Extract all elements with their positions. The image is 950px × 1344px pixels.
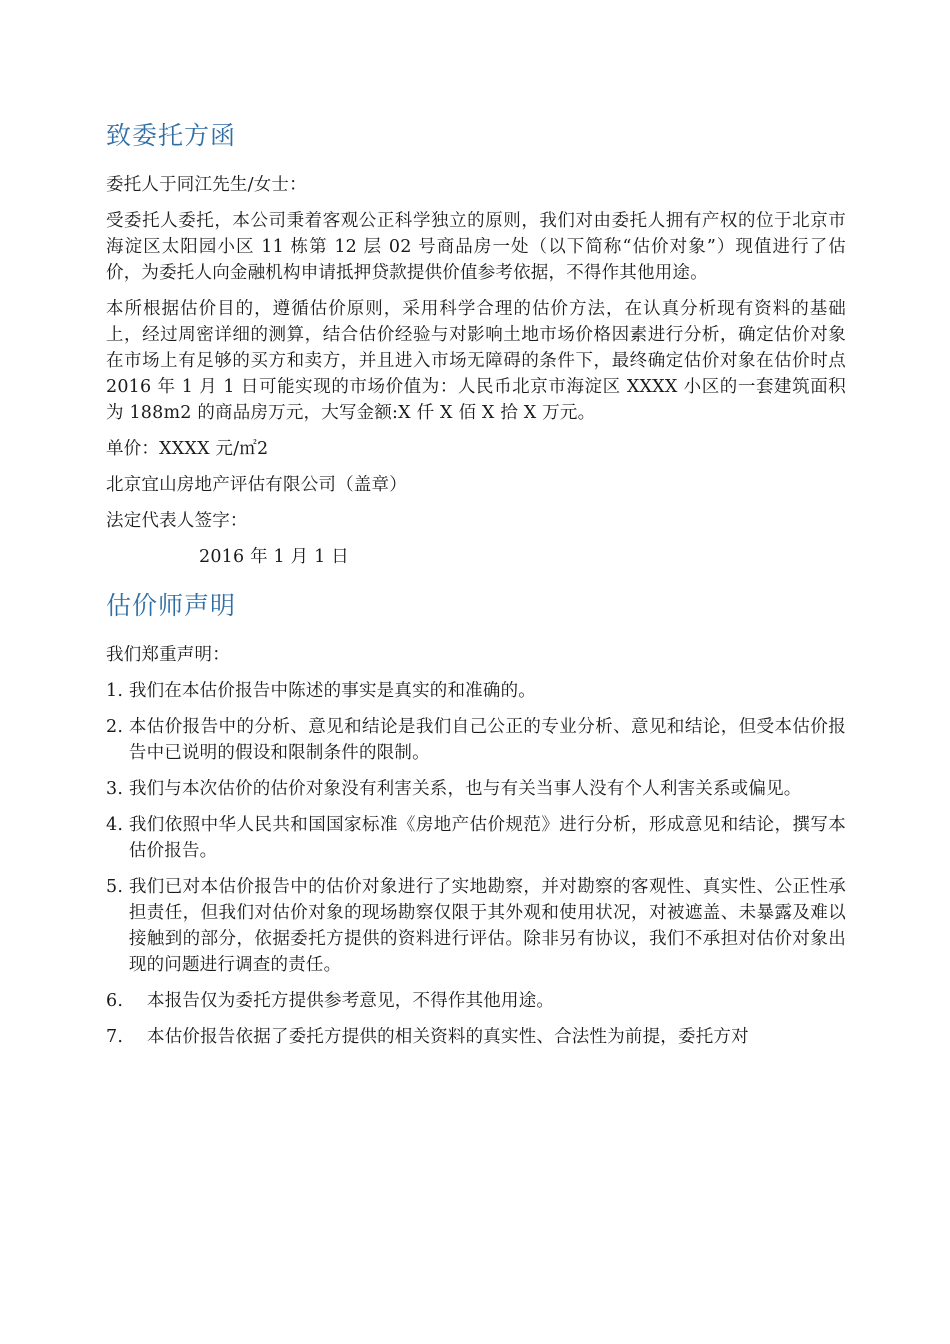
letter-salutation: 委托人于同江先生/女士： [106, 175, 307, 195]
list-number: 3. [106, 779, 124, 799]
list-text: 我们与本次估价的估价对象没有利害关系，也与有关当事人没有个人利害关系或偏见。 [128, 779, 802, 799]
statement-item-2 [106, 714, 846, 766]
statement-title: 估价师声明 [106, 591, 237, 620]
statement-item-6 [106, 988, 846, 1014]
letter-paragraph-1: 受委托人委托，本公司秉着客观公正科学独立的原则，我们对由委托人拥有产权的位于北京市海淀区太阳园小区 11 栋第 12 层 02 号商品房一处（以下简称“估价对象”）现值进行了估价，为委托人向金融机构申请抵押贷款提供价值参考依据，不得作其他用途。 [106, 211, 846, 283]
list-text: 我们已对本估价报告中的估价对象进行了实地勘察，并对勘察的客观性、真实性、公正性承担责任，但我们对估价对象的现场勘察仅限于其外观和使用状况，对被遮盖、未暴露及难以接触到的部分，依据委托方提供的资料进行评估。除非另有协议，我们不承担对估价对象出现的问题进行调查的责任。 [128, 877, 846, 975]
unit-price: 单价：XXXX 元/㎡2 [106, 439, 269, 459]
statement-item-7 [106, 1024, 846, 1050]
letter-title: 致委托方函 [106, 121, 237, 150]
list-number: 7. [106, 1027, 124, 1047]
list-number: 1. [106, 681, 124, 701]
list-text: 本报告仅为委托方提供参考意见，不得作其他用途。 [147, 991, 555, 1011]
list-number: 4. [106, 815, 124, 835]
company-name: 北京宜山房地产评估有限公司（盖章） [106, 475, 407, 495]
letter-paragraph-2: 本所根据估价目的，遵循估价原则，采用科学合理的估价方法，在认真分析现有资料的基础上，经过周密详细的测算，结合估价经验与对影响土地市场价格因素进行分析，确定估价对象在市场上有足够的买方和卖方，并且进入市场无障碍的条件下，最终确定估价对象在估价时点 2016 年 1 月 1 日可能实现的市场价值为：人民币北京市海淀区 XXXX 小区的一套建筑面积为 188m2 的商品房万元，大写金额:X 仟 X 佰 X 拾 X 万元。 [106, 299, 846, 423]
list-number: 2. [106, 717, 124, 737]
statement-item-1 [106, 678, 846, 704]
list-number: 6. [106, 991, 124, 1011]
statement-intro: 我们郑重声明： [106, 645, 230, 665]
list-number: 5. [106, 877, 124, 897]
list-text: 本估价报告依据了委托方提供的相关资料的真实性、合法性为前提，委托方对 [147, 1027, 749, 1047]
representative-signature: 法定代表人签字： [106, 511, 248, 531]
list-text: 我们在本估价报告中陈述的事实是真实的和准确的。 [128, 681, 536, 701]
list-text: 本估价报告中的分析、意见和结论是我们自己公正的专业分析、意见和结论，但受本估价报告中已说明的假设和限制条件的限制。 [128, 717, 846, 763]
statement-item-5 [106, 874, 846, 978]
document-page [106, 112, 846, 1050]
statement-item-4 [106, 812, 846, 864]
letter-date: 2016 年 1 月 1 日 [199, 547, 349, 567]
list-text: 我们依照中华人民共和国国家标准《房地产估价规范》进行分析，形成意见和结论，撰写本估价报告。 [128, 815, 846, 861]
statement-item-3 [106, 776, 846, 802]
